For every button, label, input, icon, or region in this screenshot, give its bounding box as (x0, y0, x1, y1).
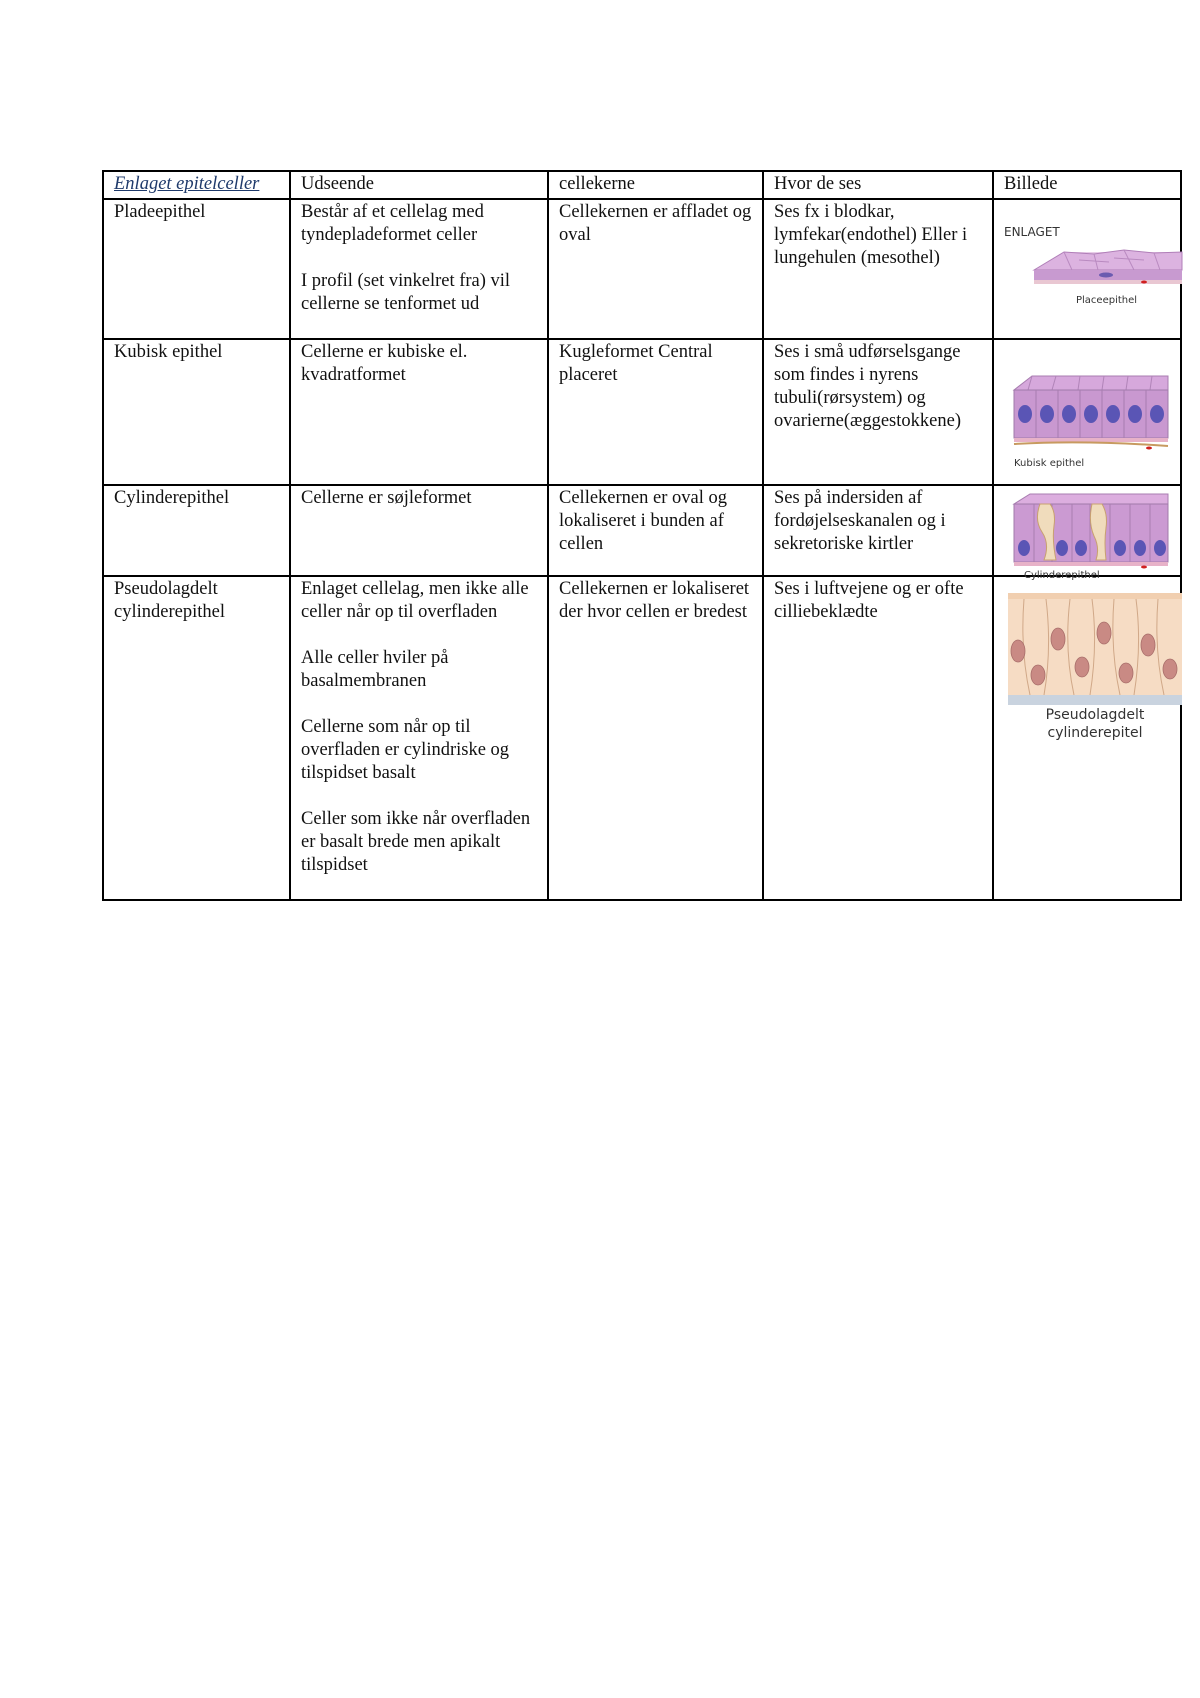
udseende-text: Cellerne er kubiske el. kvadratformet (301, 342, 468, 385)
row-name: Pladeepithel (103, 199, 290, 339)
table-header-row (103, 171, 1181, 199)
header-billede: Billede (993, 171, 1181, 199)
table-row (103, 576, 1181, 900)
udseende-text: Alle celler hviler på basalmembranen (301, 648, 449, 691)
table-row (103, 485, 1181, 576)
cuboidal-epithelium-illustration (994, 372, 1180, 482)
row-image-cell (993, 576, 1181, 900)
udseende-text: Består af et cellelag med tyndepladeformet celler (301, 202, 484, 245)
illustration-caption: cylinderepitel (1047, 725, 1143, 741)
row-image-cell (993, 199, 1181, 339)
row-image-cell (993, 485, 1181, 581)
row-image-cell (993, 339, 1181, 485)
illustration-caption: Kubisk epithel (1014, 458, 1085, 469)
row-cellekerne: Cellekernen er lokaliseret der hvor cellen er bredest (548, 576, 763, 900)
udseende-text: I profil (set vinkelret fra) vil cellerne se tenformet ud (301, 271, 511, 314)
row-name: Kubisk epithel (103, 339, 290, 485)
udseende-text: Cellerne er søjleformet (301, 488, 472, 508)
illustration-label: ENLAGET (1004, 225, 1060, 239)
header-cellekerne: cellekerne (548, 171, 763, 199)
header-udseende: Udseende (290, 171, 548, 199)
header-hvor: Hvor de ses (763, 171, 993, 199)
columnar-epithelium-illustration (994, 490, 1180, 581)
table-title-cell: Enlaget epitelceller (103, 171, 290, 199)
row-cellekerne: Cellekernen er oval og lokaliseret i bunden af cellen (548, 485, 763, 576)
udseende-text: Cellerne som når op til overfladen er cylindriske og tilspidset basalt (301, 717, 510, 783)
row-udseende (290, 485, 548, 576)
row-hvor: Ses fx i blodkar, lymfekar(endothel) Eller i lungehulen (mesothel) (763, 199, 993, 339)
epithelium-table (102, 170, 1182, 901)
row-hvor: Ses på indersiden af fordøjelseskanalen og i sekretoriske kirtler (763, 485, 993, 576)
row-udseende (290, 199, 548, 339)
row-hvor: Ses i små udførselsgange som findes i nyrens tubuli(rørsystem) og ovarierne(æggestokkene) (763, 339, 993, 485)
row-name: Pseudolagdelt cylinderepithel (103, 576, 290, 900)
row-hvor: Ses i luftvejene og er ofte cilliebeklædte (763, 576, 993, 900)
row-udseende (290, 339, 548, 485)
pseudostratified-epithelium-illustration (994, 589, 1180, 739)
row-name: Cylinderepithel (103, 485, 290, 576)
table-row (103, 339, 1181, 485)
illustration-caption: Placeepithel (1076, 295, 1138, 306)
row-udseende (290, 576, 548, 900)
illustration-caption: Pseudolagdelt (1045, 707, 1145, 723)
illustration-caption: Cylinderepithel (1024, 570, 1100, 581)
squamous-epithelium-illustration (994, 222, 1180, 312)
row-cellekerne: Kugleformet Central placeret (548, 339, 763, 485)
udseende-text: Celler som ikke når overfladen er basalt brede men apikalt tilspidset (301, 809, 531, 875)
table-row (103, 199, 1181, 339)
row-cellekerne: Cellekernen er affladet og oval (548, 199, 763, 339)
udseende-text: Enlaget cellelag, men ikke alle celler når op til overfladen (301, 579, 529, 622)
